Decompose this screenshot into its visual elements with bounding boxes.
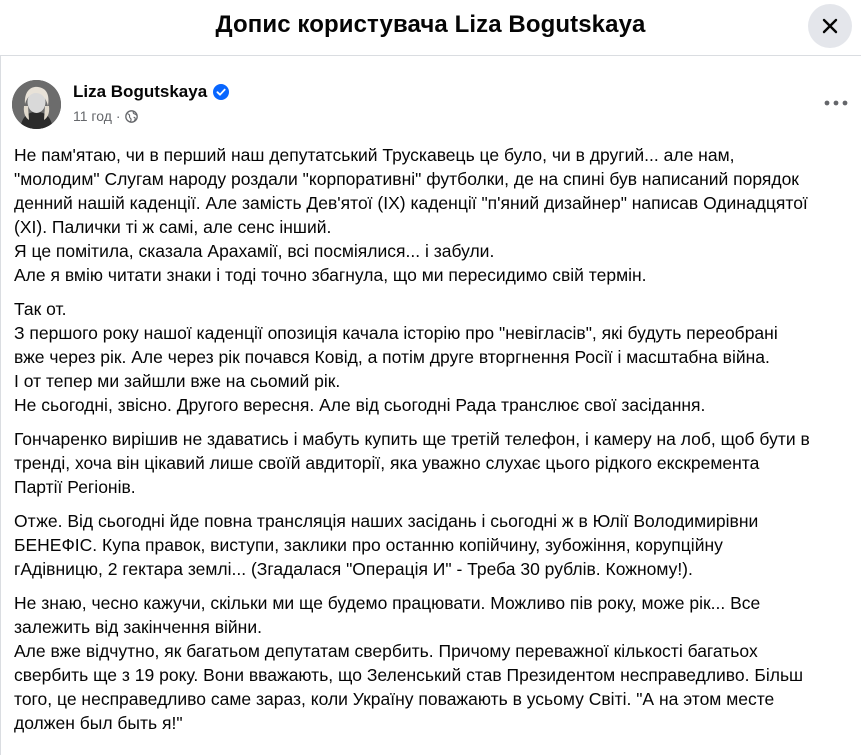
post-text-line: Не пам'ятаю, чи в перший наш депутатський Трускавець це було, чи в другий... але нам, (14, 145, 735, 165)
dialog-header (0, 0, 861, 56)
post-text-line: должен был быть я!" (14, 713, 183, 733)
post-text-line: Але вже відчутно, як багатьом депутатам свербить. Причому переважної кількості багатьох (14, 641, 758, 661)
verified-badge-icon (213, 84, 229, 100)
post-paragraph (14, 509, 860, 581)
post-text-line: Так от. (14, 299, 67, 319)
post-text-line: І от тепер ми зайшли вже на сьомий рік. (14, 371, 341, 391)
post-text-line: вже через рік. Але через рік почався Ковід, а потім друге вторгнення Росії і масштабна війна. (14, 347, 770, 367)
post-text-line: БЕНЕФІС. Купа правок, виступи, заклики про останню копійчину, зубожіння, корупційну (14, 535, 723, 555)
globe-icon[interactable] (125, 110, 138, 123)
post-text-line: Не знаю, чесно кажучи, скільки ми ще будемо працювати. Можливо пів року, може рік... Все (14, 593, 761, 613)
post-body (14, 143, 860, 745)
post-text-line: З першого року нашої каденції опозиція качала історію про "невігласів", які будуть переобрані (14, 323, 778, 343)
author-name-row (73, 82, 229, 102)
dialog-title: Допис користувача Liza Bogutskaya (215, 11, 646, 38)
dialog-left-border (0, 56, 1, 755)
post-paragraph (14, 427, 860, 499)
post-timestamp[interactable]: 11 год (73, 108, 112, 124)
post-text-line: тренді, хоча він цікавий лише своїй авдиторії, яка уважно слухає цього рідкого екскремента (14, 453, 760, 473)
post-paragraph (14, 143, 860, 287)
more-options-button[interactable] (818, 88, 854, 118)
post-paragraph (14, 591, 860, 735)
post-text-line: того, це несправедливо саме зараз, коли Україну поважають в усьому Світі. "А на этом месте (14, 689, 775, 709)
post-text-line: гАдівницю, 2 гектара землі... (Згадалася "Операція И" - Треба 30 рублів. Кожному!). (14, 559, 693, 579)
post (0, 56, 861, 755)
close-icon (820, 16, 840, 36)
post-text-line: залежить від закінчення війни. (14, 617, 262, 637)
more-horizontal-icon (824, 100, 848, 106)
author-name-link[interactable]: Liza Bogutskaya (73, 82, 208, 101)
post-text-line: свербить ще з 19 року. Вони вважають, що Зеленський став Президентом несправедливо. Більш (14, 665, 804, 685)
post-text-line: "молодим" Слугам народу роздали "корпоративні" футболки, де на спині був написаний порядок (14, 169, 799, 189)
post-paragraph (14, 297, 860, 417)
close-button[interactable] (808, 4, 852, 48)
post-text-line: денний нашій каденції. Але замість Дев'ятої (ІХ) каденції "п'яний дизайнер" написав Одинадцятої (14, 193, 808, 213)
post-text-line: Але я вмію читати знаки і тоді точно збагнула, що ми пересидимо свій термін. (14, 265, 647, 285)
post-meta (73, 108, 138, 124)
meta-separator: · (115, 108, 121, 124)
post-text-line: Я це помітила, сказала Арахамії, всі посміялися... і забули. (14, 241, 495, 261)
post-text-line: (ХІ). Палички ті ж самі, але сенс інший. (14, 217, 332, 237)
post-text-line: Партії Регіонів. (14, 477, 136, 497)
post-text-line: Не сьогодні, звісно. Другого вересня. Але від сьогодні Рада транслює свої засідання. (14, 395, 706, 415)
author-avatar[interactable] (12, 80, 61, 129)
post-text-line: Отже. Від сьогодні йде повна трансляція наших засідань і сьогодні ж в Юлії Володимирівни (14, 511, 759, 531)
post-text-line: Гончаренко вирішив не здаватись і мабуть купить ще третій телефон, і камеру на лоб, щоб бути в (14, 429, 810, 449)
